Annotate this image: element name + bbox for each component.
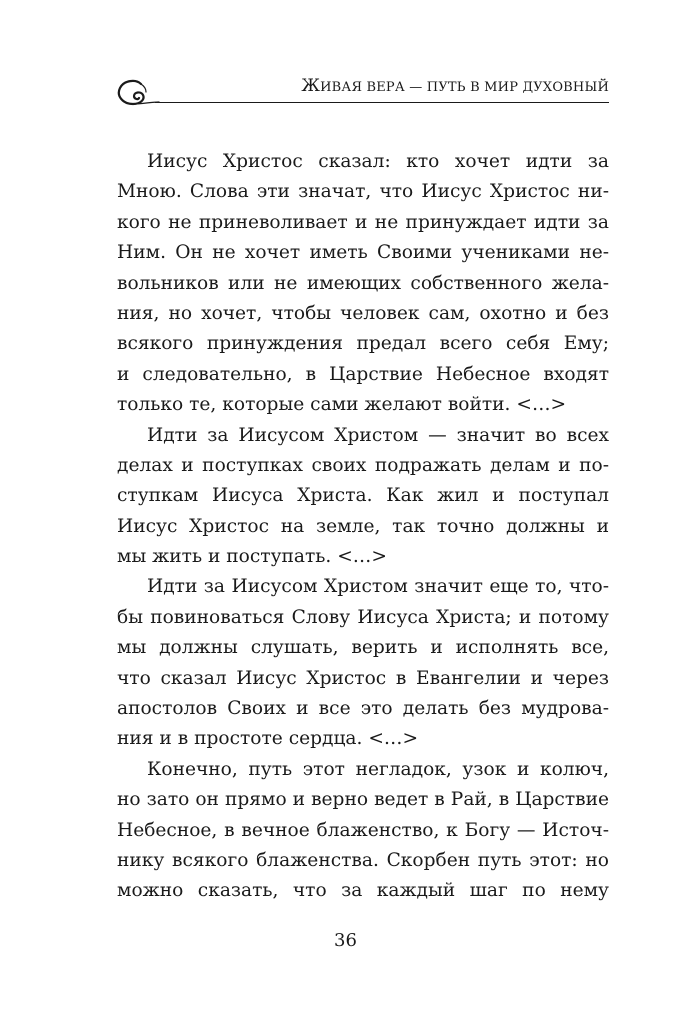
text-line: Мною. Слова эти значат, что Иисус Христос ни- [117, 181, 609, 203]
text-line: ступкам Иисуса Христа. Как жил и поступал [117, 485, 609, 507]
text-line: Идти за Иисусом Христом — значит во всех [147, 424, 609, 446]
text-line: Ним. Он не хочет иметь Своими учениками не- [117, 242, 609, 264]
running-header [115, 70, 609, 110]
text-line: вольников или не имеющих собственного жела- [117, 272, 609, 294]
swirl-ornament-icon [115, 70, 175, 110]
text-line: апостолов Своих и все это делать без мудрова- [117, 698, 609, 720]
text-line: мы должны слушать, верить и исполнять все, [117, 637, 609, 659]
text-line: но зато он прямо и верно ведет в Рай, в Царствие [117, 789, 609, 811]
text-line: Небесное, в вечное блаженство, к Богу — Источ- [117, 819, 609, 841]
text-line: бы повиноваться Слову Иисуса Христа; и потому [117, 606, 609, 628]
text-line: Иисус Христос на земле, так точно должны и [117, 515, 609, 537]
text-line: кого не приневоливает и не принуждает идти за [117, 211, 609, 233]
text-line: только те, которые сами желают войти. <…> [117, 394, 567, 416]
body-text [117, 147, 609, 907]
text-line: можно сказать, что за каждый шаг по нему [117, 880, 609, 902]
text-line: мы жить и поступать. <…> [117, 546, 387, 568]
text-line: ния, но хочет, чтобы человек сам, охотно и без [117, 302, 609, 324]
running-header-title: ЖИВАЯ ВЕРА — ПУТЬ В МИР ДУХОВНЫЙ [301, 76, 609, 95]
text-line: нику всякого блаженства. Скорбен путь этот: но [117, 849, 609, 871]
text-line: делах и поступках своих подражать делам и по- [117, 454, 609, 476]
text-line: всякого принуждения предал всего себя Ему; [117, 333, 609, 355]
text-line: Идти за Иисусом Христом значит еще то, что- [147, 576, 609, 598]
text-line: что сказал Иисус Христос в Евангелии и через [117, 667, 609, 689]
text-line: Конечно, путь этот негладок, узок и колюч, [147, 758, 609, 780]
text-line: ния и в простоте сердца. <…> [117, 728, 419, 750]
header-rule [155, 102, 609, 103]
page-number: 36 [334, 930, 357, 951]
text-line: Иисус Христос сказал: кто хочет идти за [147, 151, 609, 172]
text-line: и следовательно, в Царствие Небесное входят [117, 363, 609, 385]
